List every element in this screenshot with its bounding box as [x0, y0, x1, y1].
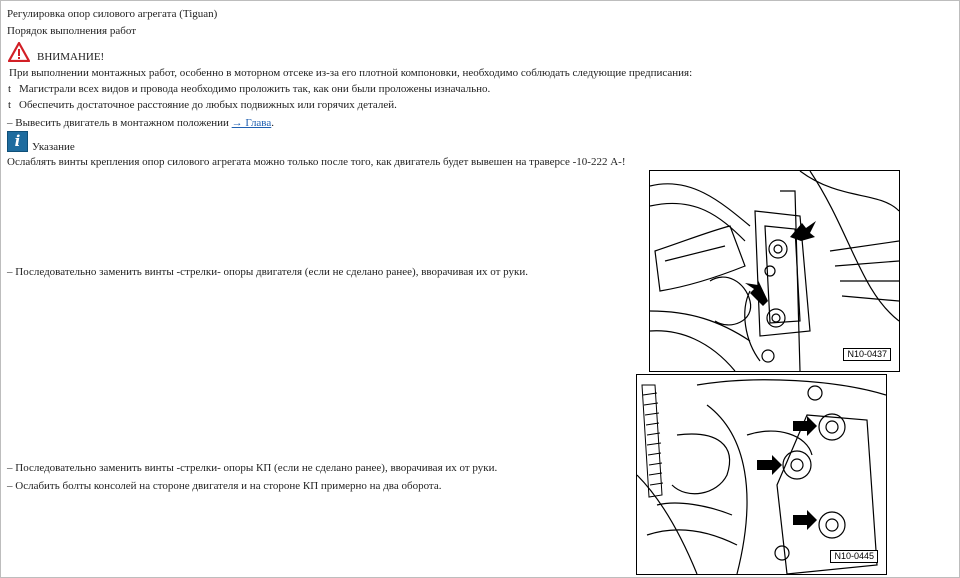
- step-item: [7, 266, 528, 279]
- gearbox-mount-drawing: [637, 375, 886, 574]
- page-title: Регулировка опор силового агрегата (Tiguan): [7, 8, 218, 20]
- warning-bullet-marker: t: [8, 99, 12, 111]
- step-marker: –: [7, 266, 13, 278]
- figure-gearbox-mount: [636, 374, 887, 575]
- step-marker: –: [7, 462, 13, 474]
- note-text: Ослаблять винты крепления опор силового агрегата можно только после того, как двигатель будет вывешен на траверсе -10-222 A-!: [7, 156, 626, 168]
- engine-mount-drawing: [650, 171, 899, 371]
- page-subtitle: Порядок выполнения работ: [7, 25, 137, 37]
- arrow-marker: [790, 221, 816, 241]
- step-marker: –: [7, 117, 13, 129]
- figure-engine-mount: [649, 170, 900, 372]
- warning-bullet-marker: t: [8, 83, 12, 95]
- chapter-link[interactable]: → Глава: [231, 117, 272, 129]
- warning-triangle-icon: [8, 42, 30, 62]
- warning-bullet-text: Магистрали всех видов и провода необходимо проложить так, как они были проложены изначально.: [19, 83, 491, 95]
- step-text: Ослабить болты консолей на стороне двигателя и на стороне КП примерно на два оборота.: [15, 480, 442, 492]
- step-marker: –: [7, 480, 13, 492]
- warning-intro: При выполнении монтажных работ, особенно в моторном отсеке из-за его плотной компоновки, необходимо соблюдать следующие предписания:: [9, 67, 693, 79]
- step-item: [7, 462, 497, 475]
- arrow-marker: [793, 510, 817, 530]
- warning-title: ВНИМАНИЕ!: [37, 51, 105, 63]
- figure-label: N10-0437: [843, 348, 891, 361]
- step-item: [7, 480, 442, 493]
- step-item: [7, 117, 274, 130]
- step-text: Последовательно заменить винты -стрелки- опоры КП (если не сделано ранее), вворачивая их от руки.: [15, 462, 498, 474]
- step-text: Последовательно заменить винты -стрелки- опоры двигателя (если не сделано ранее), вворачивая их от руки.: [15, 266, 529, 278]
- step-text-end: .: [271, 117, 274, 129]
- warning-bullet-text: Обеспечить достаточное расстояние до любых подвижных или горячих деталей.: [19, 99, 397, 111]
- step-text: Вывесить двигатель в монтажном положении: [15, 117, 232, 129]
- arrow-marker: [757, 455, 782, 475]
- figure-label: N10-0445: [830, 550, 878, 563]
- info-icon: i: [7, 131, 28, 152]
- note-title: Указание: [32, 141, 75, 153]
